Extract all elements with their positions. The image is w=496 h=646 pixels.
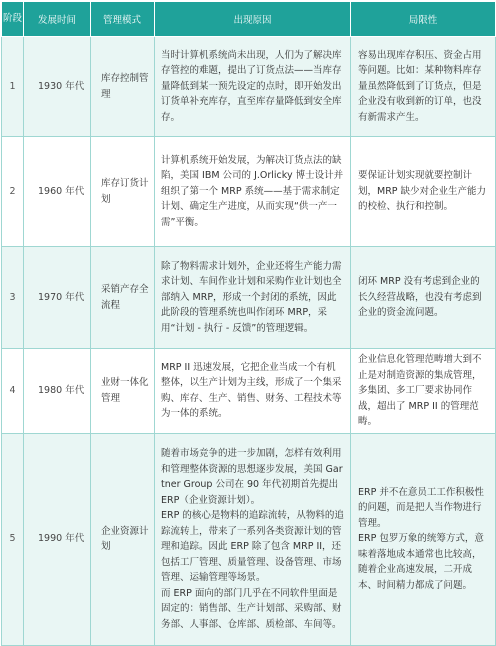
table-row	[2, 137, 496, 247]
time-cell: 1980 年代	[24, 349, 91, 434]
table-row	[2, 433, 496, 645]
time-cell: 1960 年代	[24, 137, 91, 247]
reason-cell: 计算机系统开始发展，为解决订货点法的缺陷，美国 IBM 公司的 J.Orlicky 博士设计并组织了第一个 MRP 系统——基于需求制定计划、确定生产进度，从而实现“供一产一需”平衡。	[155, 137, 351, 247]
header-limit: 局限性	[351, 2, 496, 37]
limit-cell: 企业信息化管理范畴增大到不止是对制造资源的集成管理，多集团、多工厂要求协同作战，超出了 MRP II 的管理范畴。	[351, 349, 496, 434]
mode-cell: 采销产存全流程	[91, 247, 155, 349]
time-cell: 1930 年代	[24, 37, 91, 137]
erp-history-table	[1, 1, 496, 646]
header-reason: 出现原因	[155, 2, 351, 37]
reason-paragraph: 随着市场竞争的进一步加剧，怎样有效利用和管理整体资源的思想逐步发展，美国 Gartner Group 公司在 90 年代初期首先提出 ERP（企业资源计划）。	[161, 448, 343, 506]
limit-cell: 容易出现库存积压、资金占用等问题。比如：某种物料库存量虽然降低到了订货点，但是企业没有收到新的订单，也没有新需求产生。	[351, 37, 496, 137]
header-stage: 阶段	[2, 2, 24, 37]
reason-cell: 当时计算机系统尚未出现，人们为了解决库存管控的难题，提出了订货点法——当库存量降低到某一预先设定的点时，即开始发出订货单补充库存，直至库存量降低到安全库存。	[155, 37, 351, 137]
table-header-row	[2, 2, 496, 37]
limit-paragraph: ERP 并不在意员工工作积极性的问题，而是把人当作物进行管理。	[358, 486, 484, 529]
reason-paragraph: 而 ERP 面向的部门几乎在不同软件里面是固定的：销售部、生产计划部、采购部、财务部、人事部、仓库部、质检部、车间等。	[161, 587, 342, 630]
time-cell: 1990 年代	[24, 433, 91, 645]
stage-cell: 5	[2, 433, 24, 645]
table-row	[2, 349, 496, 434]
table-row	[2, 37, 496, 137]
mode-cell: 库存订货计划	[91, 137, 155, 247]
header-time: 发展时间	[24, 2, 91, 37]
reason-cell	[155, 433, 351, 645]
stage-cell: 4	[2, 349, 24, 434]
limit-cell	[351, 433, 496, 645]
table-row	[2, 247, 496, 349]
stage-cell: 1	[2, 37, 24, 137]
header-mode: 管理模式	[91, 2, 155, 37]
mode-cell: 企业资源计划	[91, 433, 155, 645]
reason-cell: MRP II 迅速发展，它把企业当成一个有机整体，以生产计划为主线，形成了一个集采购、库存、生产、销售、财务、工程技术等为一体的系统。	[155, 349, 351, 434]
limit-paragraph: ERP 包罗万象的统筹方式，意味着落地成本通常也比较高，随着企业高速发展，二开成本、时间精力都成了问题。	[358, 533, 484, 591]
stage-cell: 2	[2, 137, 24, 247]
limit-cell: 闭环 MRP 没有考虑到企业的长久经营战略，也没有考虑到企业的资金流问题。	[351, 247, 496, 349]
mode-cell: 业财一体化管理	[91, 349, 155, 434]
reason-cell: 除了物料需求计划外，企业还将生产能力需求计划、车间作业计划和采购作业计划也全部纳入 MRP，形成一个封闭的系统，因此此阶段的管理系统也叫作闭环 MRP，采用“计划 - 执行 - 反馈”的管理逻辑。	[155, 247, 351, 349]
stage-cell: 3	[2, 247, 24, 349]
limit-cell: 要保证计划实现就要控制计划，MRP 缺少对企业生产能力的校检、执行和控制。	[351, 137, 496, 247]
reason-paragraph: ERP 的核心是物料的追踪流转，从物料的追踪流转上，带来了一系列各类资源计划的管理和追踪。因此 ERP 除了包含 MRP II，还包括工厂管理、质量管理、设备管理、市场管理、运输管理等场景。	[161, 510, 344, 583]
time-cell: 1970 年代	[24, 247, 91, 349]
mode-cell: 库存控制管理	[91, 37, 155, 137]
